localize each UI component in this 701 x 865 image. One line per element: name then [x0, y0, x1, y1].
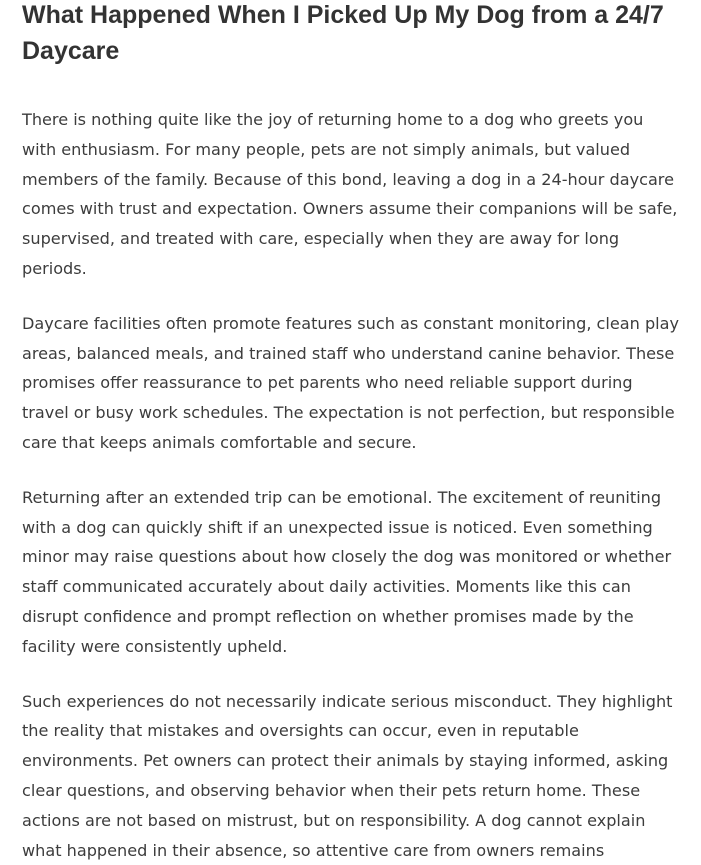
article-paragraph-1: There is nothing quite like the joy of returning home to a dog who greets you with enthusiasm. For many people, pets are not simply animals, but valued members of the family. Because of this bond, leaving a dog in a 24-hour daycare comes with trust and expectation. Owners assume their companions will be safe, supervised, and treated with care, especially when they are away for long periods.: [22, 110, 678, 278]
article-paragraph-2: Daycare facilities often promote features such as constant monitoring, clean play areas, balanced meals, and trained staff who understand canine behavior. These promises offer reassurance to pet parents who need reliable support during travel or busy work schedules. The expectation is not perfection, but responsible care that keeps animals comfortable and secure.: [22, 313, 680, 452]
article-paragraph-3: Returning after an extended trip can be emotional. The excitement of reuniting with a dog can quickly shift if an unexpected issue is noticed. Even something minor may raise questions about how closely the dog was monitored or whether staff communicated accurately about daily activities. Moments like this can disrupt confidence and prompt reflection on whether promises made by the facility were consistently upheld.: [22, 487, 672, 656]
article-title: What Happened When I Picked Up My Dog from a 24/7 Daycare: [22, 1, 664, 65]
article-paragraph-4: Such experiences do not necessarily indicate serious misconduct. They highlight the reality that mistakes and oversights can occur, even in reputable environments. Pet owners can protect their animals by staying informed, asking clear questions, and observing behavior when their pets return home. These actions are not based on mistrust, but on responsibility. A dog cannot explain what happened in their absence, so attentive care from owners remains: [22, 691, 673, 860]
article: [22, 0, 682, 865]
